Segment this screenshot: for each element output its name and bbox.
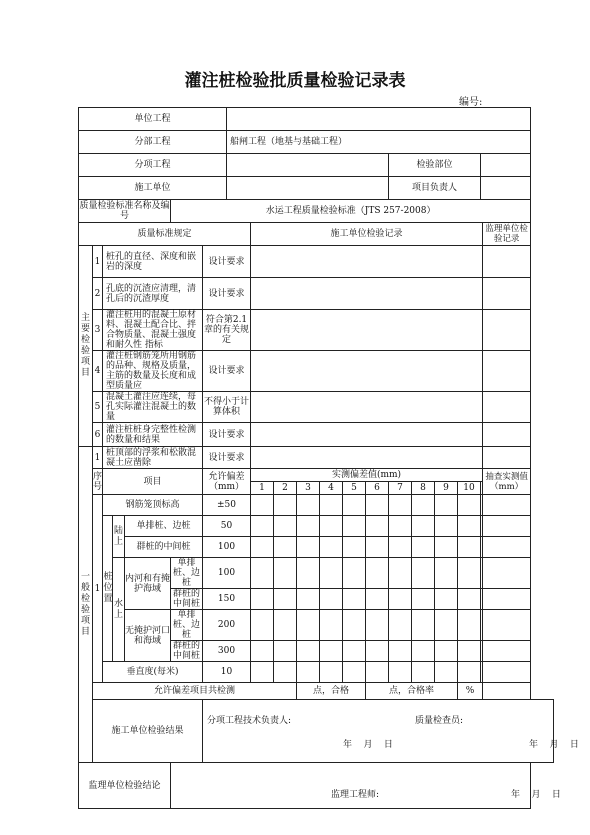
inspector-label: 质量检查员: [415,716,464,726]
measure-cell[interactable] [412,589,435,610]
measure-cell[interactable] [297,537,320,558]
pile-position-label: 桩位置 [103,516,113,662]
inland-group-tol: 150 [203,589,251,610]
land-group-label: 群桩的中间桩 [125,537,203,558]
supervision-conclusion-label: 监理单位检验结论 [79,763,171,809]
summary-label: 允许偏差项目共检测 [93,683,297,700]
measure-col: 10 [458,482,481,495]
measure-cell[interactable] [320,662,343,683]
measure-cell[interactable] [389,662,412,683]
construction-result-area[interactable] [203,700,579,763]
measure-cell[interactable] [297,641,320,662]
inspection-record-table [78,107,579,809]
date-1: 年 月 日 [343,740,393,750]
measure-cell[interactable] [297,558,320,589]
measure-cell[interactable] [297,495,320,516]
measured-header: 实测偏差值(mm) [251,469,483,482]
main-item-text: 灌注桩用的混凝土原材料、混凝土配合比、拌合物质量、混凝土强度和耐久性 指标 [103,310,203,351]
main-item-no: 6 [93,423,103,447]
general-item-supervision[interactable] [483,447,531,469]
measure-cell[interactable] [343,589,366,610]
date-2: 年 月 日 [529,740,579,750]
main-item-supervision[interactable] [483,246,531,278]
main-item-no: 1 [93,246,103,278]
main-item-text: 灌注桩钢筋笼所用钢筋的品种、规格及质量，主筋的数量及长度和成型质量应 [103,351,203,392]
division-project-label: 分部工程 [79,131,227,154]
measure-cell[interactable] [366,537,389,558]
measure-cell[interactable] [274,641,297,662]
inland-single-label: 单排桩、边桩 [171,558,203,589]
measure-cell[interactable] [412,558,435,589]
standard-value: 水运工程质量检验标准（JTS 257-2008） [171,200,531,223]
measure-col: 9 [435,482,458,495]
main-item-req: 设计要求 [203,423,251,447]
unsheltered-single-label: 单排桩、边桩 [171,610,203,641]
measure-col: 6 [366,482,389,495]
measure-cell[interactable] [435,558,458,589]
measure-cell[interactable] [412,610,435,641]
land-label: 陆上 [113,516,125,558]
vertical-label: 垂直度(每米) [103,662,203,683]
sample-cell[interactable] [483,641,531,662]
measure-cell[interactable] [389,516,412,537]
sample-cell[interactable] [483,558,531,589]
measure-cell[interactable] [458,537,481,558]
measure-cell[interactable] [366,558,389,589]
construction-unit-label: 施工单位 [79,177,227,200]
construction-unit-value[interactable] [227,177,389,200]
summary-pass: 点，合格 [297,683,366,700]
measure-cell[interactable] [251,641,274,662]
general-items-label: 一般检验项目 [79,447,93,763]
main-item-req: 设计要求 [203,278,251,310]
measure-col: 7 [389,482,412,495]
measure-cell[interactable] [320,610,343,641]
measure-cell[interactable] [458,641,481,662]
measure-cell[interactable] [389,495,412,516]
main-item-supervision[interactable] [483,351,531,392]
general-item-record[interactable] [251,447,483,469]
measure-cell[interactable] [366,641,389,662]
quality-standard-header: 质量标准规定 [79,223,251,246]
main-item-req: 设计要求 [203,351,251,392]
unsheltered-group-label: 群桩的中间桩 [171,641,203,662]
summary-rate: 点，合格率 [366,683,458,700]
main-item-text: 孔底的沉渣应清理，清孔后的沉渣厚度 [103,278,203,310]
general-item-req: 设计要求 [203,447,251,469]
main-items-label: 主要检验项目 [79,246,93,447]
measure-cell[interactable] [274,589,297,610]
measure-cell[interactable] [343,662,366,683]
page-title: 灌注桩检验批质量检验记录表 [184,71,406,91]
main-item-req: 不得小于计算体积 [203,392,251,423]
measure-cell[interactable] [320,558,343,589]
measure-cell[interactable] [343,558,366,589]
unit-project-label: 单位工程 [79,108,227,131]
cage-label: 钢筋笼顶标高 [103,495,203,516]
land-single-tol: 50 [203,516,251,537]
seq-header: 序号 [93,469,103,495]
inspection-part-label: 检验部位 [389,154,481,177]
measure-cell[interactable] [389,610,412,641]
construction-record-header: 施工单位检验记录 [251,223,483,246]
measure-cell[interactable] [251,495,274,516]
sample-cell[interactable] [483,516,531,537]
measure-cell[interactable] [320,516,343,537]
sample-cell[interactable] [483,537,531,558]
measure-cell[interactable] [366,610,389,641]
general-item-text: 桩顶部的浮浆和松散混凝土应凿除 [103,447,203,469]
measure-cell[interactable] [297,662,320,683]
main-item-no: 3 [93,310,103,351]
item-project-label: 分项工程 [79,154,227,177]
measure-cell[interactable] [320,495,343,516]
main-item-text: 灌注桩桩身完整性检测的数量和结果 [103,423,203,447]
measure-cell[interactable] [274,537,297,558]
measure-cell[interactable] [458,558,481,589]
unsheltered-single-tol: 200 [203,610,251,641]
measure-cell[interactable] [366,589,389,610]
main-item-supervision[interactable] [483,423,531,447]
measure-cell[interactable] [297,589,320,610]
main-item-req: 设计要求 [203,246,251,278]
main-item-supervision[interactable] [483,310,531,351]
measure-cell[interactable] [251,589,274,610]
measure-cell[interactable] [343,516,366,537]
item-project-value[interactable] [227,154,389,177]
measure-cell[interactable] [435,589,458,610]
measure-cell[interactable] [251,558,274,589]
measure-cell[interactable] [297,610,320,641]
measure-cell[interactable] [389,558,412,589]
construction-result-label: 施工单位检验结果 [93,700,203,763]
cage-tol: ±50 [203,495,251,516]
serial-number-label: 编号: [459,97,483,108]
measure-cell[interactable] [297,516,320,537]
project-leader-value[interactable] [481,177,531,200]
engineer-label: 监理工程师: [331,790,380,800]
inspection-part-value[interactable] [481,154,531,177]
measure-cell[interactable] [458,610,481,641]
standard-label: 质量检验标准名称及编号 [79,201,170,221]
measure-cell[interactable] [435,641,458,662]
division-project-value[interactable]: 船闸工程（地基与基础工程） [227,131,531,154]
vertical-tol: 10 [203,662,251,683]
measure-cell[interactable] [251,516,274,537]
measure-cell[interactable] [343,610,366,641]
measure-cell[interactable] [435,610,458,641]
measure-cell[interactable] [320,537,343,558]
measure-cell[interactable] [320,589,343,610]
measure-cell[interactable] [274,610,297,641]
inland-label: 内河和有掩护海域 [125,558,171,610]
general-item-no: 1 [93,447,103,469]
measure-cell[interactable] [251,610,274,641]
measure-col: 8 [412,482,435,495]
measure-cell[interactable] [389,589,412,610]
main-item-supervision[interactable] [483,392,531,423]
measure-col: 1 [251,482,274,495]
measure-cell[interactable] [412,495,435,516]
measure-cell[interactable] [435,516,458,537]
main-item-record[interactable] [251,351,483,392]
measure-cell[interactable] [412,662,435,683]
measure-cell[interactable] [343,537,366,558]
sample-header: 抽查实测值（mm） [483,469,531,495]
supervision-record-header: 监理单位检验记录 [483,223,531,246]
measure-cell[interactable] [389,537,412,558]
unit-project-value[interactable] [227,108,531,131]
measure-cell[interactable] [251,537,274,558]
inland-group-label: 群桩的中间桩 [171,589,203,610]
sample-cell[interactable] [483,495,531,516]
measure-col: 4 [320,482,343,495]
unsheltered-group-tol: 300 [203,641,251,662]
tech-leader-label: 分项工程技术负责人: [207,716,292,726]
measure-col: 3 [297,482,320,495]
supervision-conclusion-area[interactable] [171,763,561,809]
measure-cell[interactable] [412,516,435,537]
land-single-label: 单排桩、边桩 [125,516,203,537]
main-item-no: 5 [93,392,103,423]
measure-cell[interactable] [389,641,412,662]
measure-cell[interactable] [458,589,481,610]
summary-percent: % [458,683,483,700]
measure-col: 5 [343,482,366,495]
main-item-record[interactable] [251,278,483,310]
project-leader-label: 项目负责人 [389,177,481,200]
measure-cell[interactable] [458,495,481,516]
main-item-req: 符合第2.1章的有关规定 [203,310,251,351]
main-item-record[interactable] [251,423,483,447]
land-group-tol: 100 [203,537,251,558]
date-3: 年 月 日 [511,790,561,800]
measure-cell[interactable] [458,662,481,683]
sample-cell[interactable] [483,662,531,683]
measure-cell[interactable] [274,558,297,589]
measure-cell[interactable] [435,495,458,516]
main-item-record[interactable] [251,310,483,351]
main-item-no: 2 [93,278,103,310]
main-item-supervision[interactable] [483,278,531,310]
summary-blank [483,683,531,700]
main-item-text: 桩孔的直径、深度和嵌岩的深度 [103,246,203,278]
water-label: 水上 [113,558,125,662]
measure-cell[interactable] [458,516,481,537]
main-item-record[interactable] [251,246,483,278]
inland-single-tol: 100 [203,558,251,589]
main-item-record[interactable] [251,392,483,423]
measure-cell[interactable] [343,641,366,662]
general-row-no: 1 [93,495,103,683]
measure-col: 2 [274,482,297,495]
sample-cell[interactable] [483,589,531,610]
measure-cell[interactable] [251,662,274,683]
main-item-text: 混凝土灌注应连续，每孔实际灌注混凝土的数量 [103,392,203,423]
measure-cell[interactable] [274,662,297,683]
measure-cell[interactable] [412,641,435,662]
measure-cell[interactable] [343,495,366,516]
measure-cell[interactable] [435,537,458,558]
measure-cell[interactable] [366,516,389,537]
measure-cell[interactable] [320,641,343,662]
measure-cell[interactable] [366,495,389,516]
measure-cell[interactable] [274,495,297,516]
sample-cell[interactable] [483,610,531,641]
item-header: 项目 [103,469,203,495]
measure-cell[interactable] [274,516,297,537]
main-item-no: 4 [93,351,103,392]
measure-cell[interactable] [435,662,458,683]
allow-header: 允许偏差（mm） [203,469,251,495]
unsheltered-label: 无掩护河口和海域 [125,610,171,662]
measure-cell[interactable] [412,537,435,558]
measure-col-spacer [481,482,483,495]
measure-cell[interactable] [366,662,389,683]
